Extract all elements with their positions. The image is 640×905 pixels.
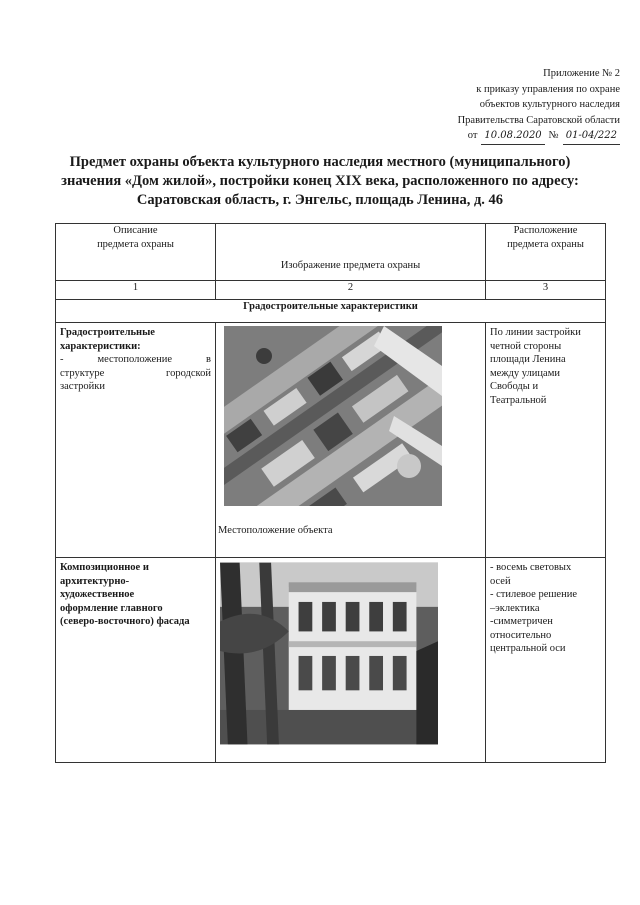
description-line: структуре городской [60,367,211,379]
header-col1-line2: предмета охраны [97,238,174,250]
header-description [56,224,216,281]
appendix-block [440,66,620,145]
appendix-line: объектов культурного наследия [479,99,620,110]
header-image: Изображение предмета охраны [216,224,486,281]
section-row [56,300,606,323]
table-header-row [56,224,606,281]
image-caption: Местоположение объекта [218,524,333,536]
location-line: По линии застройки [490,327,581,338]
location-line: между улицами [490,367,560,379]
aerial-photo-image [224,326,442,506]
row-description [56,323,216,558]
column-number: 3 [486,281,606,300]
table-row [56,323,606,558]
description-line: архитектурно- [60,575,130,587]
description-line: оформление главного [60,602,163,614]
description-line: Композиционное и [60,562,149,573]
document-title [40,153,600,210]
description-line: (северо-восточного) фасада [60,616,190,627]
section-title: Градостроительные характеристики [56,300,606,323]
header-col1-line1: Описание [113,225,158,236]
order-date-line [440,128,620,145]
row-image-cell [216,558,486,763]
column-numbers-row [56,281,606,300]
row-location [486,323,606,558]
description-line: застройки [60,381,106,392]
description-heading: Градостроительные характеристики: [60,327,155,352]
row-description [56,558,216,763]
description-line: - местоположение в [60,354,211,365]
location-line: –эклектика [490,602,540,614]
column-number: 1 [56,281,216,300]
location-line: -симметричен [490,616,553,627]
order-number: 01-04/222 [563,128,620,145]
row-image-cell [216,323,486,558]
location-line: относительно [490,629,552,641]
header-location [486,224,606,281]
header-col3-line2: предмета охраны [507,238,584,250]
table-row [56,558,606,763]
appendix-line: Приложение № 2 [543,68,620,79]
row-location [486,558,606,763]
order-date: 10.08.2020 [481,128,544,145]
location-line: Свободы и [490,381,539,392]
number-prefix: № [548,130,559,141]
appendix-line: Правительства Саратовской области [457,114,620,126]
location-line: Театральной [490,394,547,406]
location-line: осей [490,575,511,587]
title-line: значения «Дом жилой», постройки конец XIX века, расположенного по адресу: [61,173,579,189]
description-line: художественное [60,589,135,600]
column-number: 2 [216,281,486,300]
location-line: площади Ленина [490,354,566,365]
title-line: Саратовская область, г. Энгельс, площадь Ленина, д. 46 [136,192,504,208]
location-line: - стилевое решение [490,589,577,600]
facade-photo-image [220,561,438,746]
header-col3-line1: Расположение [513,225,578,236]
title-line: Предмет охраны объекта культурного наследия местного (муниципального) [69,154,571,170]
date-prefix: от [467,130,478,141]
location-line: четной стороны [490,340,562,352]
appendix-line: к приказу управления по охране [476,83,620,95]
location-line: центральной оси [490,643,566,654]
location-line: - восемь световых [490,562,572,573]
protection-subject-table [55,223,606,763]
